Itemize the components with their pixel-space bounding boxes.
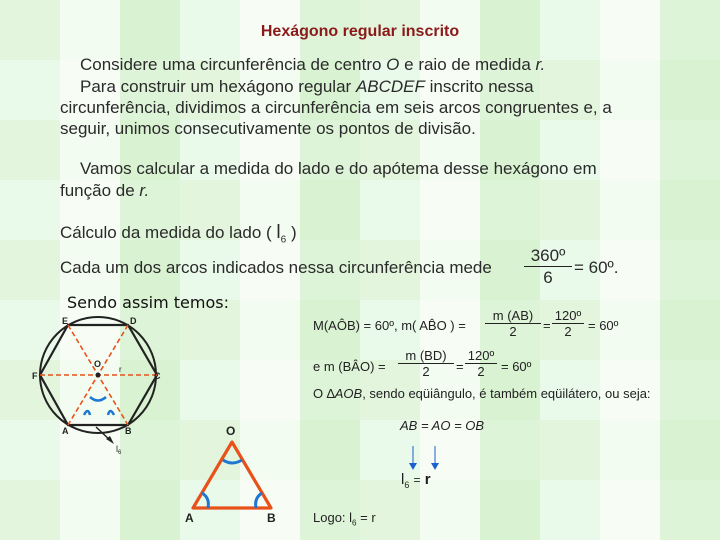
background-tile (660, 240, 720, 300)
triangle-symbol: ∆ (326, 386, 335, 401)
label-B: B (125, 426, 132, 436)
background-tile (0, 240, 60, 300)
eq3-line (313, 386, 651, 401)
eq2-left: e m (BÂO) = (313, 359, 386, 374)
intro2-line-1: Vamos calcular a medida do lado e do apótema desse hexágono em (80, 159, 597, 178)
arcs-text: Cada um dos arcos indicados nessa circunferência mede (60, 258, 492, 277)
eq3-text: , sendo eqüiângulo, é também eqüilátero, ou seja: (362, 386, 651, 401)
eq2-frac1 (398, 348, 454, 379)
label-O: O (94, 359, 102, 369)
eq5-eq: = (413, 473, 421, 487)
background-tile (420, 180, 480, 240)
eq3-triangle-name: AOB (334, 386, 363, 401)
eq1-result: = 60º (588, 318, 619, 333)
background-tile (540, 180, 600, 240)
arc-fraction (524, 245, 572, 288)
background-tile (240, 300, 300, 360)
background-tile (540, 420, 600, 480)
eq1-frac2-den: 2 (564, 324, 572, 339)
intro-line-2 (80, 76, 534, 97)
triangle-angle-O (223, 460, 242, 463)
logo-result: = r (360, 510, 376, 525)
intro-line-4: seguir, unimos consecutivamente os pontos de divisão. (60, 119, 476, 138)
triangle-figure (180, 420, 290, 530)
background-tile (600, 480, 660, 540)
eq2-frac2-den: 2 (477, 364, 485, 379)
arc-fraction-den: 6 (543, 268, 553, 287)
center-symbol: O (386, 55, 400, 74)
background-tile (300, 420, 360, 480)
eq2-eq: = (456, 359, 464, 374)
background-tile (0, 120, 60, 180)
background-tile (180, 360, 240, 420)
background-tile (600, 420, 660, 480)
eq1-frac1-num: m (AB) (485, 308, 541, 324)
eq3-o: O (313, 386, 324, 401)
eq1-frac2 (552, 308, 584, 339)
background-tile (660, 60, 720, 120)
background-tile (660, 120, 720, 180)
background-tile (660, 420, 720, 480)
background-tile (0, 480, 60, 540)
eq1-frac1 (485, 308, 541, 339)
radius-symbol: r. (535, 55, 546, 74)
arc-result: = 60º. (574, 258, 619, 277)
hexagon-name: ABCDEF (355, 77, 425, 96)
eq2-frac1-num: m (BD) (398, 348, 454, 364)
triangle-angle-A (202, 493, 208, 508)
background-tile (660, 300, 720, 360)
background-tile (300, 180, 360, 240)
background-tile (660, 480, 720, 540)
intro-text: Para construir um hexágono regular (80, 77, 352, 96)
intro-line-1 (80, 54, 545, 75)
eq5-r: r (424, 471, 431, 488)
background-tile (600, 180, 660, 240)
triangle-label-A: A (185, 511, 194, 525)
label-C: C (154, 371, 161, 381)
background-tile (660, 360, 720, 420)
side-heading (60, 222, 297, 250)
eq2-result: = 60º (501, 359, 532, 374)
logo-line (313, 510, 376, 528)
triangle-AOB (193, 442, 271, 508)
intro-text: inscrito nessa (429, 77, 534, 96)
eq1-frac2-num: 120º (552, 308, 584, 324)
eq4-line: AB = AO = OB (400, 418, 485, 433)
background-tile (480, 420, 540, 480)
background-tile (540, 480, 600, 540)
side-symbol: l (276, 222, 281, 243)
intro-line-3: circunferência, dividimos a circunferência em seis arcos congruentes e, a (60, 98, 612, 117)
background-tile (600, 120, 660, 180)
label-l6-sub: 6 (118, 450, 122, 456)
eq2-frac1-den: 2 (422, 364, 430, 379)
triangle-label-B: B (267, 511, 276, 525)
background-tile (480, 480, 540, 540)
label-A: A (62, 426, 69, 436)
background-tile (360, 180, 420, 240)
background-tile (480, 180, 540, 240)
hexagon-figure (30, 312, 175, 457)
background-tile (660, 180, 720, 240)
slide-title: Hexágono regular inscrito (260, 23, 460, 40)
intro-text: Considere uma circunferência de centro (80, 55, 382, 74)
background-tile (240, 360, 300, 420)
label-D: D (130, 316, 137, 326)
label-l6-letter: l (116, 444, 118, 454)
label-l6 (116, 444, 122, 456)
triangle-angle-B (256, 493, 262, 508)
side-heading-close: ) (290, 223, 297, 242)
triangle-label-O: O (226, 424, 236, 438)
center-point (96, 373, 101, 378)
background-tile (0, 60, 60, 120)
background-tile (0, 180, 60, 240)
arrow-right-head (431, 463, 439, 470)
eq1-left: M(AÔB) = 60º, m( AB̂O ) = (313, 318, 466, 333)
eq1-frac1-den: 2 (509, 324, 517, 339)
background-tile (120, 480, 180, 540)
eq5-line (401, 471, 431, 490)
side-subscript: 6 (280, 234, 287, 246)
label-F: F (32, 371, 38, 381)
eq2-frac2-num: 120º (465, 348, 497, 364)
arc-fraction-num: 360º (524, 245, 572, 267)
radius-symbol: r. (139, 181, 150, 200)
label-E: E (62, 316, 69, 326)
logo-sub: 6 (352, 518, 357, 528)
angle-arc-B (108, 411, 114, 415)
eq2-frac2 (465, 348, 497, 379)
side-heading-text: Cálculo da medida do lado ( (60, 223, 272, 242)
eq1-eq: = (543, 318, 551, 333)
intro-text: e raio de medida (404, 55, 531, 74)
label-r: r (119, 365, 122, 374)
intro2-line-2 (60, 180, 149, 201)
angle-arc-A (84, 411, 90, 415)
sendo-label: Sendo assim temos: (67, 293, 229, 312)
logo-text: Logo: l (313, 510, 353, 525)
eq5-l: l (401, 471, 405, 488)
intro-text: função de (60, 181, 135, 200)
angle-arc-O (90, 397, 106, 401)
eq5-sub: 6 (404, 480, 410, 490)
arrow-left-head (409, 463, 417, 470)
background-tile (60, 480, 120, 540)
